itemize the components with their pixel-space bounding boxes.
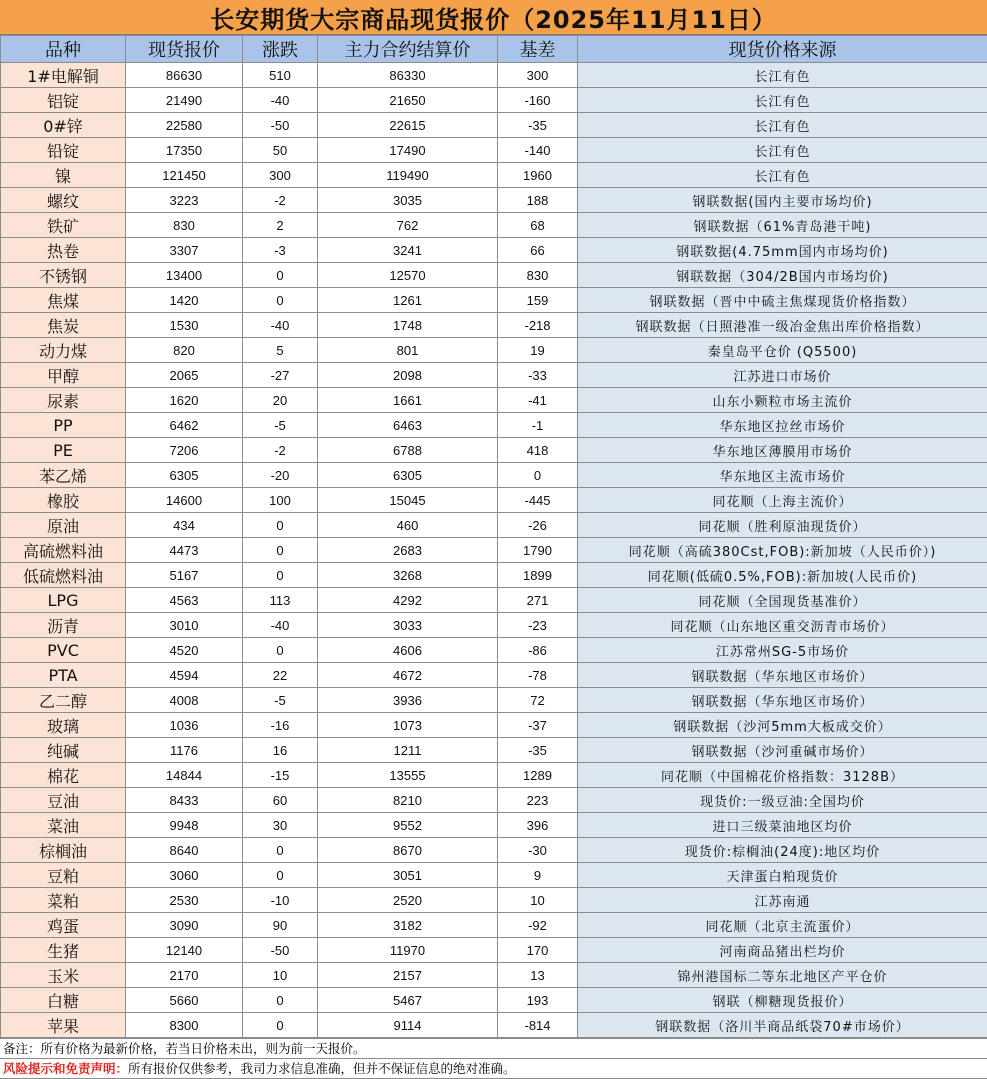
basis-value: -33 [498,363,578,388]
table-row [1,388,987,413]
commodity-name: PE [1,438,126,463]
table-row [1,738,987,763]
price-source: 钢联数据（晋中中硫主焦煤现货价格指数） [578,288,987,313]
settle-price: 1261 [318,288,498,313]
disclaimer-label: 风险提示和免责声明： [3,1061,128,1076]
settle-price: 86330 [318,63,498,88]
table-row [1,63,987,88]
spot-price: 6305 [126,463,243,488]
commodity-name: PP [1,413,126,438]
price-change: 0 [243,863,318,888]
basis-value: -37 [498,713,578,738]
table-row [1,488,987,513]
commodity-name: 原油 [1,513,126,538]
settle-price: 1748 [318,313,498,338]
spot-price: 6462 [126,413,243,438]
basis-value: -140 [498,138,578,163]
table-row [1,788,987,813]
table-row [1,763,987,788]
basis-value: 72 [498,688,578,713]
price-change: -40 [243,313,318,338]
spot-price: 22580 [126,113,243,138]
price-change: -5 [243,688,318,713]
settle-price: 12570 [318,263,498,288]
price-change: 0 [243,638,318,663]
price-change: -40 [243,613,318,638]
basis-value: 10 [498,888,578,913]
commodity-name: 苯乙烯 [1,463,126,488]
table-row [1,838,987,863]
spot-price: 4594 [126,663,243,688]
price-source: 华东地区主流市场价 [578,463,987,488]
price-source: 长江有色 [578,88,987,113]
header-spot-price: 现货报价 [126,36,243,63]
price-change: 60 [243,788,318,813]
spot-price: 830 [126,213,243,238]
table-row [1,688,987,713]
price-change: 113 [243,588,318,613]
spot-price: 8640 [126,838,243,863]
price-source: 进口三级菜油地区均价 [578,813,987,838]
spot-price: 3060 [126,863,243,888]
commodity-name: 橡胶 [1,488,126,513]
spot-price: 3307 [126,238,243,263]
settle-price: 4292 [318,588,498,613]
basis-value: -1 [498,413,578,438]
table-row [1,588,987,613]
spot-price: 1620 [126,388,243,413]
basis-value: -30 [498,838,578,863]
settle-price: 22615 [318,113,498,138]
spot-price: 7206 [126,438,243,463]
basis-value: -26 [498,513,578,538]
table-row [1,213,987,238]
price-source: 同花顺（上海主流价） [578,488,987,513]
basis-value: -160 [498,88,578,113]
settle-price: 1211 [318,738,498,763]
table-row [1,938,987,963]
settle-price: 8670 [318,838,498,863]
commodity-name: 焦煤 [1,288,126,313]
spot-price: 3010 [126,613,243,638]
price-table [0,35,987,1038]
commodity-name: PVC [1,638,126,663]
price-source: 同花顺(低硫0.5%,FOB):新加坡(人民币价) [578,563,987,588]
basis-value: -92 [498,913,578,938]
price-change: 0 [243,288,318,313]
spot-price: 8433 [126,788,243,813]
commodity-name: LPG [1,588,126,613]
price-change: 0 [243,988,318,1013]
price-source: 现货价:一级豆油:全国均价 [578,788,987,813]
table-row [1,288,987,313]
table-header-row [1,36,987,63]
settle-price: 2520 [318,888,498,913]
price-change: 10 [243,963,318,988]
commodity-name: 豆油 [1,788,126,813]
commodity-name: 铝锭 [1,88,126,113]
price-source: 钢联数据（沙河重碱市场价） [578,738,987,763]
price-source: 秦皇岛平仓价 (Q5500) [578,338,987,363]
settle-price: 801 [318,338,498,363]
settle-price: 3051 [318,863,498,888]
price-source: 华东地区薄膜用市场价 [578,438,987,463]
settle-price: 6305 [318,463,498,488]
price-source: 同花顺（山东地区重交沥青市场价） [578,613,987,638]
footer-notes [0,1038,987,1079]
settle-price: 13555 [318,763,498,788]
basis-value: 19 [498,338,578,363]
settle-price: 3241 [318,238,498,263]
table-row [1,713,987,738]
settle-price: 3033 [318,613,498,638]
settle-price: 119490 [318,163,498,188]
table-row [1,238,987,263]
settle-price: 2157 [318,963,498,988]
spot-price: 4520 [126,638,243,663]
commodity-name: 尿素 [1,388,126,413]
price-change: 0 [243,513,318,538]
price-source: 锦州港国标二等东北地区产平仓价 [578,963,987,988]
price-change: -50 [243,113,318,138]
price-source: 钢联数据(国内主要市场均价) [578,188,987,213]
price-change: -2 [243,438,318,463]
price-change: -5 [243,413,318,438]
commodity-name: 螺纹 [1,188,126,213]
basis-value: -218 [498,313,578,338]
settle-price: 3268 [318,563,498,588]
settle-price: 3182 [318,913,498,938]
spot-price: 820 [126,338,243,363]
table-row [1,563,987,588]
table-row [1,413,987,438]
price-change: 0 [243,838,318,863]
commodity-name: 生猪 [1,938,126,963]
price-source: 钢联数据（沙河5mm大板成交价） [578,713,987,738]
disclaimer [0,1059,987,1079]
price-change: 0 [243,1013,318,1038]
price-change: 0 [243,538,318,563]
price-change: 0 [243,263,318,288]
settle-price: 8210 [318,788,498,813]
spot-price: 13400 [126,263,243,288]
price-source: 山东小颗粒市场主流价 [578,388,987,413]
basis-value: 159 [498,288,578,313]
spot-price: 121450 [126,163,243,188]
page-title: 长安期货大宗商品现货报价（2025年11月11日） [0,0,987,35]
price-change: -10 [243,888,318,913]
commodity-name: 棉花 [1,763,126,788]
commodity-name: 苹果 [1,1013,126,1038]
basis-value: 396 [498,813,578,838]
basis-value: 1289 [498,763,578,788]
settle-price: 2098 [318,363,498,388]
header-settle-price: 主力合约结算价 [318,36,498,63]
commodity-name: 菜粕 [1,888,126,913]
settle-price: 1073 [318,713,498,738]
price-change: 300 [243,163,318,188]
header-price-source: 现货价格来源 [578,36,987,63]
commodity-name: 不锈钢 [1,263,126,288]
settle-price: 11970 [318,938,498,963]
settle-price: 9552 [318,813,498,838]
commodity-name: 玉米 [1,963,126,988]
spot-price: 86630 [126,63,243,88]
spot-price: 2170 [126,963,243,988]
commodity-name: 玻璃 [1,713,126,738]
table-row [1,888,987,913]
price-change: 30 [243,813,318,838]
price-source: 河南商品猪出栏均价 [578,938,987,963]
price-source: 江苏南通 [578,888,987,913]
price-source: 同花顺（中国棉花价格指数：3128B） [578,763,987,788]
commodity-name: 低硫燃料油 [1,563,126,588]
basis-value: -23 [498,613,578,638]
header-commodity: 品种 [1,36,126,63]
commodity-name: 铅锭 [1,138,126,163]
spot-price: 1530 [126,313,243,338]
spot-price: 8300 [126,1013,243,1038]
basis-value: 1790 [498,538,578,563]
commodity-name: 镍 [1,163,126,188]
commodity-name: 热卷 [1,238,126,263]
spot-price: 17350 [126,138,243,163]
basis-value: -445 [498,488,578,513]
basis-value: -814 [498,1013,578,1038]
price-change: -40 [243,88,318,113]
table-row [1,313,987,338]
table-row [1,513,987,538]
commodity-name: 动力煤 [1,338,126,363]
price-source: 钢联数据（华东地区市场价） [578,663,987,688]
spot-price: 1176 [126,738,243,763]
table-row [1,863,987,888]
spot-price: 14844 [126,763,243,788]
price-change: -2 [243,188,318,213]
header-basis: 基差 [498,36,578,63]
price-source: 同花顺（高硫380Cst,FOB):新加坡（人民币价）) [578,538,987,563]
price-change: 16 [243,738,318,763]
spot-price: 2065 [126,363,243,388]
price-change: 20 [243,388,318,413]
commodity-name: 1#电解铜 [1,63,126,88]
price-source: 钢联数据(4.75mm国内市场均价) [578,238,987,263]
basis-value: -41 [498,388,578,413]
settle-price: 17490 [318,138,498,163]
basis-value: 66 [498,238,578,263]
price-change: 22 [243,663,318,688]
table-row [1,988,987,1013]
basis-value: -86 [498,638,578,663]
table-row [1,813,987,838]
table-row [1,538,987,563]
spot-price: 1036 [126,713,243,738]
basis-value: 0 [498,463,578,488]
price-change: 90 [243,913,318,938]
price-change: 510 [243,63,318,88]
basis-value: -35 [498,738,578,763]
table-row [1,463,987,488]
basis-value: 271 [498,588,578,613]
spot-price: 5660 [126,988,243,1013]
disclaimer-text: 所有报价仅供参考，我司力求信息准确，但并不保证信息的绝对准确。 [128,1061,516,1076]
basis-value: 300 [498,63,578,88]
price-source: 钢联（柳糖现货报价） [578,988,987,1013]
price-source: 同花顺（全国现货基准价） [578,588,987,613]
settle-price: 5467 [318,988,498,1013]
commodity-name: PTA [1,663,126,688]
table-row [1,138,987,163]
table-row [1,438,987,463]
table-row [1,113,987,138]
spot-price: 5167 [126,563,243,588]
commodity-name: 乙二醇 [1,688,126,713]
commodity-name: 甲醇 [1,363,126,388]
commodity-name: 焦炭 [1,313,126,338]
settle-price: 15045 [318,488,498,513]
settle-price: 4606 [318,638,498,663]
commodity-name: 菜油 [1,813,126,838]
settle-price: 6788 [318,438,498,463]
basis-value: 1960 [498,163,578,188]
price-source: 钢联数据（61%青岛港干吨) [578,213,987,238]
price-change: -16 [243,713,318,738]
table-row [1,1013,987,1038]
table-row [1,638,987,663]
spot-price: 14600 [126,488,243,513]
remark-note: 备注：所有价格为最新价格，若当日价格未出，则为前一天报价。 [0,1039,987,1059]
price-source: 长江有色 [578,63,987,88]
spot-price: 4473 [126,538,243,563]
commodity-name: 沥青 [1,613,126,638]
commodity-name: 0#锌 [1,113,126,138]
price-source: 钢联数据（华东地区市场价） [578,688,987,713]
price-source: 江苏常州SG-5市场价 [578,638,987,663]
table-body [1,63,987,1038]
price-source: 同花顺（胜利原油现货价） [578,513,987,538]
table-row [1,613,987,638]
settle-price: 460 [318,513,498,538]
spot-price: 12140 [126,938,243,963]
table-row [1,913,987,938]
price-change: 2 [243,213,318,238]
price-change: 50 [243,138,318,163]
price-source: 长江有色 [578,138,987,163]
basis-value: 9 [498,863,578,888]
settle-price: 1661 [318,388,498,413]
price-source: 江苏进口市场价 [578,363,987,388]
basis-value: 188 [498,188,578,213]
price-source: 钢联数据（洛川半商品纸袋70#市场价） [578,1013,987,1038]
basis-value: -78 [498,663,578,688]
spot-price: 9948 [126,813,243,838]
price-change: 0 [243,563,318,588]
price-change: -15 [243,763,318,788]
settle-price: 762 [318,213,498,238]
settle-price: 3936 [318,688,498,713]
table-row [1,663,987,688]
basis-value: 170 [498,938,578,963]
basis-value: -35 [498,113,578,138]
spot-price: 4563 [126,588,243,613]
commodity-name: 豆粕 [1,863,126,888]
table-row [1,188,987,213]
spot-price: 1420 [126,288,243,313]
settle-price: 4672 [318,663,498,688]
price-change: -27 [243,363,318,388]
commodity-name: 纯碱 [1,738,126,763]
table-row [1,338,987,363]
spot-price: 434 [126,513,243,538]
commodity-name: 铁矿 [1,213,126,238]
price-source: 长江有色 [578,113,987,138]
table-row [1,88,987,113]
settle-price: 3035 [318,188,498,213]
price-source: 钢联数据（304/2B国内市场均价) [578,263,987,288]
header-change: 涨跌 [243,36,318,63]
price-source: 钢联数据（日照港准一级冶金焦出库价格指数） [578,313,987,338]
price-change: 100 [243,488,318,513]
settle-price: 9114 [318,1013,498,1038]
price-source: 长江有色 [578,163,987,188]
price-change: -50 [243,938,318,963]
basis-value: 1899 [498,563,578,588]
price-change: -3 [243,238,318,263]
basis-value: 418 [498,438,578,463]
price-change: -20 [243,463,318,488]
price-source: 华东地区拉丝市场价 [578,413,987,438]
spot-price: 21490 [126,88,243,113]
table-row [1,963,987,988]
price-source: 现货价:棕榈油(24度):地区均价 [578,838,987,863]
basis-value: 68 [498,213,578,238]
commodity-name: 棕榈油 [1,838,126,863]
table-row [1,163,987,188]
settle-price: 6463 [318,413,498,438]
price-change: 5 [243,338,318,363]
table-row [1,363,987,388]
basis-value: 223 [498,788,578,813]
spot-price: 4008 [126,688,243,713]
table-row [1,263,987,288]
spot-price: 3090 [126,913,243,938]
price-source: 同花顺（北京主流蛋价） [578,913,987,938]
commodity-name: 鸡蛋 [1,913,126,938]
settle-price: 2683 [318,538,498,563]
basis-value: 830 [498,263,578,288]
spot-price: 3223 [126,188,243,213]
basis-value: 13 [498,963,578,988]
commodity-name: 白糖 [1,988,126,1013]
settle-price: 21650 [318,88,498,113]
basis-value: 193 [498,988,578,1013]
commodity-name: 高硫燃料油 [1,538,126,563]
spot-price: 2530 [126,888,243,913]
price-source: 天津蛋白粕现货价 [578,863,987,888]
